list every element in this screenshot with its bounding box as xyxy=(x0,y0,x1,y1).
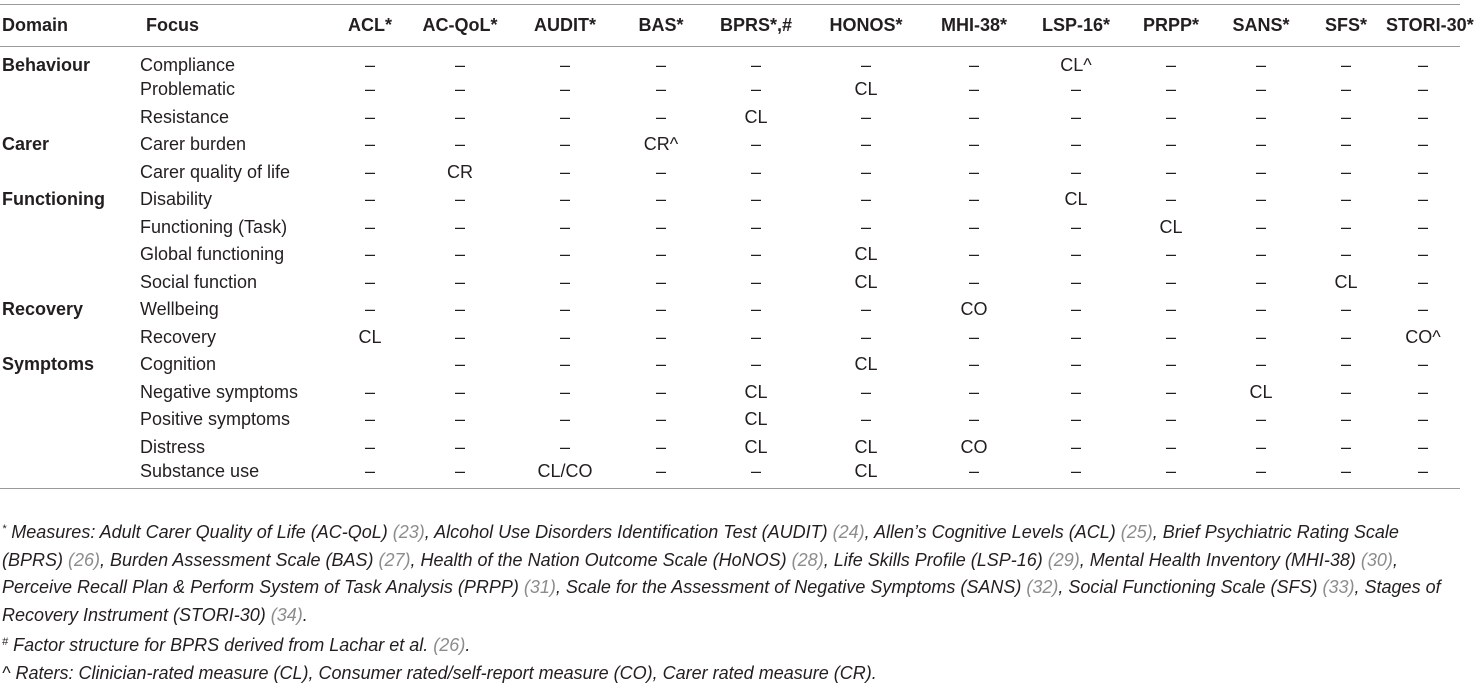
rating-cell: CL xyxy=(810,351,922,379)
rating-cell: – xyxy=(330,131,410,159)
table-row xyxy=(0,76,1460,104)
domain-cell xyxy=(0,241,140,269)
rating-cell: CR xyxy=(410,159,510,187)
rating-cell: – xyxy=(1026,159,1126,187)
reference-number: (26) xyxy=(433,635,465,655)
rating-cell: – xyxy=(330,269,410,297)
column-header: AC-QoL* xyxy=(410,5,510,47)
rating-cell: – xyxy=(330,406,410,434)
table-row xyxy=(0,324,1460,352)
focus-cell: Problematic xyxy=(140,76,330,104)
rating-cell: CL xyxy=(810,241,922,269)
rating-cell: – xyxy=(410,269,510,297)
rating-cell: – xyxy=(620,296,702,324)
rating-cell: – xyxy=(922,159,1026,187)
focus-cell: Positive symptoms xyxy=(140,406,330,434)
reference-number: (30) xyxy=(1361,550,1393,570)
focus-cell: Disability xyxy=(140,186,330,214)
rating-cell: – xyxy=(702,461,810,489)
table-row xyxy=(0,214,1460,242)
rating-cell: – xyxy=(1386,351,1460,379)
domain-cell xyxy=(0,379,140,407)
rating-cell: – xyxy=(1306,241,1386,269)
column-header: Focus xyxy=(140,5,330,47)
rating-cell: – xyxy=(620,186,702,214)
rating-cell: – xyxy=(1026,104,1126,132)
rating-cell: – xyxy=(1216,76,1306,104)
column-header: PRPP* xyxy=(1126,5,1216,47)
domain-cell xyxy=(0,406,140,434)
domain-cell xyxy=(0,324,140,352)
rating-cell: – xyxy=(1216,241,1306,269)
rating-cell: – xyxy=(410,47,510,77)
footnote-text-segment: , Health of the Nation Outcome Scale (HoNOS) xyxy=(411,550,792,570)
rating-cell: – xyxy=(410,406,510,434)
rating-cell: – xyxy=(810,379,922,407)
rating-cell: – xyxy=(1306,351,1386,379)
rating-cell: – xyxy=(410,434,510,462)
reference-number: (25) xyxy=(1121,522,1153,542)
footnote-measures xyxy=(2,516,1454,629)
rating-cell: – xyxy=(810,324,922,352)
column-header: SANS* xyxy=(1216,5,1306,47)
table-row xyxy=(0,406,1460,434)
rating-cell: – xyxy=(330,379,410,407)
rating-cell: – xyxy=(1126,351,1216,379)
rating-cell: – xyxy=(1386,379,1460,407)
rating-cell: – xyxy=(1126,296,1216,324)
rating-cell: CO^ xyxy=(1386,324,1460,352)
focus-cell: Compliance xyxy=(140,47,330,77)
rating-cell: – xyxy=(1126,434,1216,462)
table-row xyxy=(0,379,1460,407)
rating-cell: – xyxy=(1216,104,1306,132)
measures-table xyxy=(0,4,1460,489)
rating-cell: – xyxy=(1216,461,1306,489)
focus-cell: Carer quality of life xyxy=(140,159,330,187)
column-header: ACL* xyxy=(330,5,410,47)
rating-cell: – xyxy=(410,214,510,242)
focus-cell: Carer burden xyxy=(140,131,330,159)
rating-cell: – xyxy=(410,186,510,214)
reference-number: (33) xyxy=(1323,577,1355,597)
column-header: SFS* xyxy=(1306,5,1386,47)
rating-cell: – xyxy=(702,131,810,159)
rating-cell: – xyxy=(1126,269,1216,297)
domain-cell: Symptoms xyxy=(0,351,140,379)
rating-cell: – xyxy=(1216,324,1306,352)
rating-cell: CL xyxy=(810,269,922,297)
rating-cell: – xyxy=(810,131,922,159)
rating-cell: CL xyxy=(702,104,810,132)
rating-cell: – xyxy=(702,214,810,242)
rating-cell: – xyxy=(510,324,620,352)
reference-number: (31) xyxy=(524,577,556,597)
focus-cell: Global functioning xyxy=(140,241,330,269)
rating-cell: – xyxy=(620,214,702,242)
column-header: Domain xyxy=(0,5,140,47)
focus-cell: Distress xyxy=(140,434,330,462)
footnote-raters-text: ^ Raters: Clinician-rated measure (CL), Consumer rated/self-report measure (CO), Carer rated measure (CR). xyxy=(2,663,877,683)
rating-cell: – xyxy=(1306,406,1386,434)
footnote-text-segment: , Burden Assessment Scale (BAS) xyxy=(100,550,378,570)
footnote-text-segment: , Life Skills Profile (LSP-16) xyxy=(824,550,1048,570)
rating-cell: – xyxy=(922,76,1026,104)
rating-cell: – xyxy=(510,269,620,297)
rating-cell: – xyxy=(1126,159,1216,187)
rating-cell: CL xyxy=(810,461,922,489)
rating-cell: – xyxy=(1386,434,1460,462)
footnote-text-segment: , Stages of Recovery Instrument (STORI-30) xyxy=(2,577,1441,625)
rating-cell: – xyxy=(1026,131,1126,159)
domain-cell xyxy=(0,159,140,187)
rating-cell: – xyxy=(1126,186,1216,214)
rating-cell: – xyxy=(620,324,702,352)
reference-number: (28) xyxy=(792,550,824,570)
rating-cell: CO xyxy=(922,434,1026,462)
domain-cell xyxy=(0,461,140,489)
rating-cell: – xyxy=(810,296,922,324)
rating-cell: – xyxy=(620,351,702,379)
rating-cell: – xyxy=(410,76,510,104)
rating-cell: – xyxy=(330,76,410,104)
rating-cell: – xyxy=(1026,461,1126,489)
rating-cell: – xyxy=(330,461,410,489)
rating-cell: CL xyxy=(702,406,810,434)
footnote-text-segment: , Social Functioning Scale (SFS) xyxy=(1058,577,1322,597)
footnote-text-segment: , Mental Health Inventory (MHI-38) xyxy=(1080,550,1361,570)
rating-cell: – xyxy=(922,324,1026,352)
reference-number: (23) xyxy=(393,522,425,542)
rating-cell: – xyxy=(1306,379,1386,407)
rating-cell: – xyxy=(1026,434,1126,462)
rating-cell: – xyxy=(702,47,810,77)
rating-cell: CL xyxy=(702,434,810,462)
rating-cell: – xyxy=(702,76,810,104)
rating-cell: – xyxy=(1386,76,1460,104)
reference-number: (27) xyxy=(378,550,410,570)
rating-cell: – xyxy=(510,296,620,324)
column-header: AUDIT* xyxy=(510,5,620,47)
rating-cell: – xyxy=(410,379,510,407)
focus-cell: Substance use xyxy=(140,461,330,489)
footnote-text-segment: , Scale for the Assessment of Negative Symptoms (SANS) xyxy=(556,577,1027,597)
rating-cell: – xyxy=(702,241,810,269)
rating-cell: – xyxy=(810,186,922,214)
table-row xyxy=(0,461,1460,489)
rating-cell: – xyxy=(1126,461,1216,489)
rating-cell: – xyxy=(1306,461,1386,489)
rating-cell: – xyxy=(1026,76,1126,104)
table-row xyxy=(0,159,1460,187)
rating-cell xyxy=(330,351,410,379)
reference-number: (24) xyxy=(833,522,865,542)
rating-cell: – xyxy=(1026,214,1126,242)
rating-cell: – xyxy=(1306,186,1386,214)
column-header: BPRS*,# xyxy=(702,5,810,47)
table-row xyxy=(0,241,1460,269)
rating-cell: – xyxy=(510,186,620,214)
rating-cell: – xyxy=(810,159,922,187)
rating-cell: CL xyxy=(810,76,922,104)
rating-cell: – xyxy=(922,47,1026,77)
rating-cell: – xyxy=(1216,214,1306,242)
domain-cell xyxy=(0,434,140,462)
footnotes xyxy=(2,516,1454,687)
rating-cell: – xyxy=(1386,214,1460,242)
footnote-factor-text xyxy=(8,635,470,655)
rating-cell: – xyxy=(510,406,620,434)
rating-cell: – xyxy=(510,214,620,242)
rating-cell: – xyxy=(410,296,510,324)
rating-cell: – xyxy=(1026,296,1126,324)
domain-cell: Behaviour xyxy=(0,47,140,77)
rating-cell: – xyxy=(922,104,1026,132)
rating-cell: – xyxy=(620,406,702,434)
rating-cell: – xyxy=(1026,324,1126,352)
domain-cell xyxy=(0,269,140,297)
table-row xyxy=(0,434,1460,462)
rating-cell: – xyxy=(1126,241,1216,269)
rating-cell: – xyxy=(620,434,702,462)
rating-cell: – xyxy=(1386,461,1460,489)
rating-cell: – xyxy=(1126,324,1216,352)
focus-cell: Functioning (Task) xyxy=(140,214,330,242)
rating-cell: – xyxy=(1126,379,1216,407)
rating-cell: – xyxy=(410,324,510,352)
rating-cell: – xyxy=(1026,241,1126,269)
domain-cell: Recovery xyxy=(0,296,140,324)
rating-cell: CL^ xyxy=(1026,47,1126,77)
rating-cell: – xyxy=(510,131,620,159)
domain-cell xyxy=(0,214,140,242)
rating-cell: – xyxy=(702,159,810,187)
footnote-text-segment: , Alcohol Use Disorders Identification Test (AUDIT) xyxy=(425,522,833,542)
rating-cell: – xyxy=(810,406,922,434)
table-row xyxy=(0,296,1460,324)
focus-cell: Wellbeing xyxy=(140,296,330,324)
rating-cell: CL/CO xyxy=(510,461,620,489)
rating-cell: – xyxy=(330,241,410,269)
rating-cell: – xyxy=(1386,159,1460,187)
rating-cell: – xyxy=(330,47,410,77)
rating-cell: – xyxy=(1306,47,1386,77)
rating-cell: – xyxy=(922,461,1026,489)
domain-cell: Carer xyxy=(0,131,140,159)
rating-cell: – xyxy=(1306,324,1386,352)
footnote-text-segment: , Perceive Recall Plan & Perform System of Task Analysis (PRPP) xyxy=(2,550,1398,598)
reference-number: (26) xyxy=(68,550,100,570)
footnote-measures-text xyxy=(2,522,1441,625)
rating-cell: – xyxy=(1386,241,1460,269)
rating-cell: – xyxy=(1216,434,1306,462)
rating-cell: – xyxy=(1386,406,1460,434)
rating-cell: – xyxy=(330,214,410,242)
rating-cell: CL xyxy=(330,324,410,352)
rating-cell: – xyxy=(510,434,620,462)
rating-cell: – xyxy=(1306,76,1386,104)
rating-cell: – xyxy=(922,241,1026,269)
rating-cell: – xyxy=(510,104,620,132)
table-row xyxy=(0,186,1460,214)
reference-number: (34) xyxy=(271,605,303,625)
reference-number: (32) xyxy=(1026,577,1058,597)
rating-cell: – xyxy=(1126,131,1216,159)
footnote-factor-marker: # xyxy=(2,636,8,648)
rating-cell: – xyxy=(1216,186,1306,214)
column-header: STORI-30* xyxy=(1386,5,1460,47)
rating-cell: – xyxy=(1306,296,1386,324)
rating-cell: – xyxy=(922,186,1026,214)
rating-cell: – xyxy=(1126,76,1216,104)
rating-cell: – xyxy=(510,159,620,187)
table-row xyxy=(0,104,1460,132)
rating-cell: CL xyxy=(1126,214,1216,242)
rating-cell: – xyxy=(620,241,702,269)
footnote-measures-marker: * xyxy=(2,523,6,535)
focus-cell: Cognition xyxy=(140,351,330,379)
rating-cell: – xyxy=(1306,104,1386,132)
rating-cell: – xyxy=(1126,104,1216,132)
rating-cell: – xyxy=(620,47,702,77)
rating-cell: – xyxy=(1216,131,1306,159)
rating-cell: – xyxy=(922,269,1026,297)
footnote-text-segment: Measures: Adult Carer Quality of Life (AC-QoL) xyxy=(6,522,392,542)
rating-cell: – xyxy=(1386,296,1460,324)
footnote-raters xyxy=(2,660,1454,687)
rating-cell: – xyxy=(1306,159,1386,187)
rating-cell: – xyxy=(1216,296,1306,324)
rating-cell: – xyxy=(510,379,620,407)
table-body xyxy=(0,47,1460,489)
rating-cell: – xyxy=(1216,159,1306,187)
rating-cell: – xyxy=(510,47,620,77)
rating-cell: – xyxy=(1386,47,1460,77)
rating-cell: – xyxy=(702,324,810,352)
column-header: LSP-16* xyxy=(1026,5,1126,47)
footnote-text-segment: , Brief Psychiatric Rating Scale (BPRS) xyxy=(2,522,1399,570)
rating-cell: – xyxy=(1026,351,1126,379)
rating-cell: – xyxy=(922,131,1026,159)
rating-cell: – xyxy=(922,351,1026,379)
table-row xyxy=(0,269,1460,297)
rating-cell: – xyxy=(410,461,510,489)
reference-number: (29) xyxy=(1048,550,1080,570)
rating-cell: CL xyxy=(1216,379,1306,407)
rating-cell: – xyxy=(702,351,810,379)
rating-cell: CR^ xyxy=(620,131,702,159)
rating-cell: – xyxy=(1386,104,1460,132)
rating-cell: – xyxy=(810,47,922,77)
rating-cell: – xyxy=(620,104,702,132)
rating-cell: – xyxy=(1026,379,1126,407)
table-header xyxy=(0,5,1460,47)
rating-cell: – xyxy=(1216,351,1306,379)
rating-cell: – xyxy=(410,104,510,132)
rating-cell: – xyxy=(510,241,620,269)
rating-cell: – xyxy=(410,241,510,269)
rating-cell: – xyxy=(510,76,620,104)
rating-cell: – xyxy=(702,296,810,324)
rating-cell: CL xyxy=(1306,269,1386,297)
rating-cell: – xyxy=(620,159,702,187)
rating-cell: – xyxy=(1216,269,1306,297)
rating-cell: – xyxy=(1306,214,1386,242)
rating-cell: – xyxy=(1386,269,1460,297)
focus-cell: Social function xyxy=(140,269,330,297)
focus-cell: Negative symptoms xyxy=(140,379,330,407)
rating-cell: CO xyxy=(922,296,1026,324)
domain-cell xyxy=(0,76,140,104)
rating-cell: – xyxy=(1306,131,1386,159)
rating-cell: – xyxy=(410,351,510,379)
table-row xyxy=(0,351,1460,379)
rating-cell: – xyxy=(1216,406,1306,434)
rating-cell: – xyxy=(330,104,410,132)
footnote-text-segment: . xyxy=(465,635,470,655)
rating-cell: – xyxy=(1386,131,1460,159)
footnote-factor xyxy=(2,629,1454,660)
rating-cell: – xyxy=(620,76,702,104)
rating-cell: – xyxy=(922,379,1026,407)
rating-cell: – xyxy=(810,214,922,242)
rating-cell: – xyxy=(1216,47,1306,77)
rating-cell: – xyxy=(1026,406,1126,434)
rating-cell: CL xyxy=(702,379,810,407)
rating-cell: – xyxy=(702,186,810,214)
rating-cell: – xyxy=(330,296,410,324)
rating-cell: – xyxy=(330,186,410,214)
rating-cell: – xyxy=(922,406,1026,434)
rating-cell: – xyxy=(410,131,510,159)
focus-cell: Resistance xyxy=(140,104,330,132)
rating-cell: – xyxy=(1026,269,1126,297)
rating-cell: – xyxy=(1306,434,1386,462)
footnote-text-segment: , Allen’s Cognitive Levels (ACL) xyxy=(865,522,1121,542)
focus-cell: Recovery xyxy=(140,324,330,352)
rating-cell: – xyxy=(510,351,620,379)
footnote-text-segment: Factor structure for BPRS derived from Lachar et al. xyxy=(8,635,433,655)
rating-cell: CL xyxy=(810,434,922,462)
rating-cell: – xyxy=(330,159,410,187)
rating-cell: – xyxy=(922,214,1026,242)
column-header: MHI-38* xyxy=(922,5,1026,47)
rating-cell: – xyxy=(702,269,810,297)
rating-cell: CL xyxy=(1026,186,1126,214)
rating-cell: – xyxy=(620,269,702,297)
rating-cell: – xyxy=(1126,406,1216,434)
rating-cell: – xyxy=(330,434,410,462)
column-header: BAS* xyxy=(620,5,702,47)
rating-cell: – xyxy=(1126,47,1216,77)
table-row xyxy=(0,47,1460,77)
table-row xyxy=(0,131,1460,159)
footnote-text-segment: . xyxy=(303,605,308,625)
rating-cell: – xyxy=(1386,186,1460,214)
column-header: HONOS* xyxy=(810,5,922,47)
rating-cell: – xyxy=(810,104,922,132)
rating-cell: – xyxy=(620,379,702,407)
domain-cell xyxy=(0,104,140,132)
header-row xyxy=(0,5,1460,47)
rating-cell: – xyxy=(620,461,702,489)
domain-cell: Functioning xyxy=(0,186,140,214)
